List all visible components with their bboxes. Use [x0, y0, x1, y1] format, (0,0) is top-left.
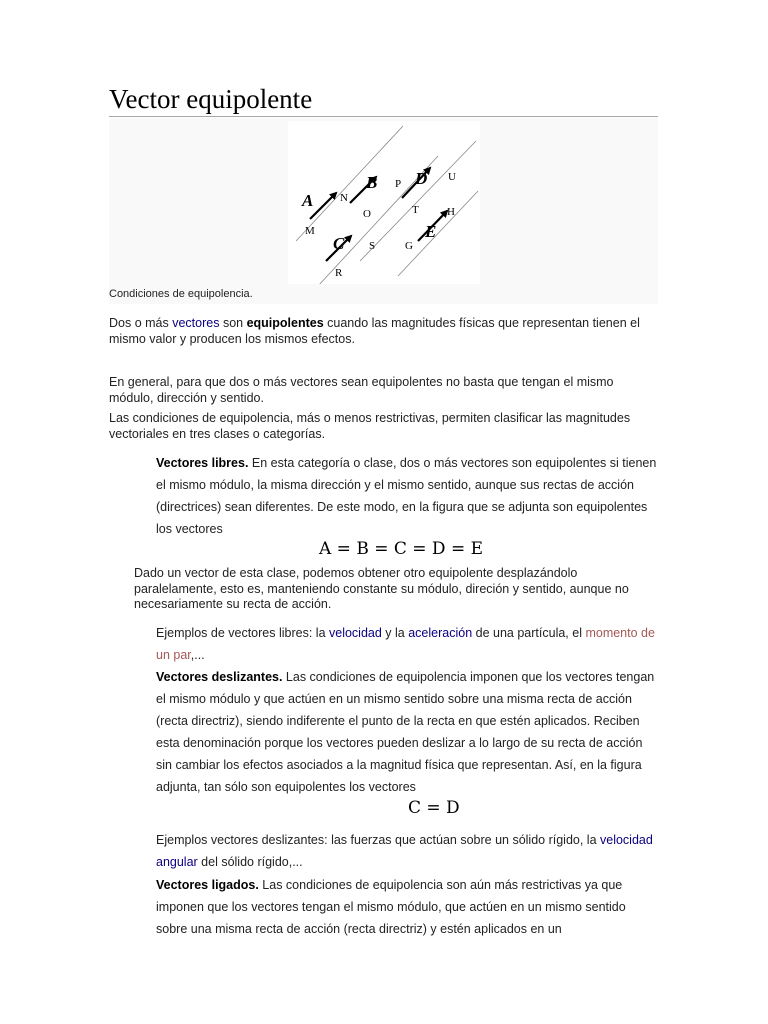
aceleracion-link[interactable]: aceleración	[408, 626, 473, 640]
vectores-libres-text: En esta categoría o clase, dos o más vectores son equipolentes si tienen el mismo módulo, la misma dirección y el mismo sentido, aunque sus rectas de acción (directrices) sean diferentes. De este modo, en la figura que se adjunta son equipolentes los vectores	[156, 456, 657, 536]
line-of-action-1	[296, 126, 403, 241]
vectores-ligados-heading: Vectores ligados.	[156, 878, 259, 892]
figure-caption: Condiciones de equipolencia.	[109, 288, 253, 300]
vectores-deslizantes-heading: Vectores deslizantes.	[156, 670, 283, 684]
label-U: U	[448, 171, 456, 183]
general-paragraph: En general, para que dos o más vectores sean equipolentes no basta que tengan el mismo módulo, dirección y sentido.	[109, 375, 614, 405]
label-T: T	[412, 204, 419, 216]
vectores-libres-paragraph	[156, 452, 658, 540]
vectores-deslizantes-paragraph	[156, 666, 658, 798]
intro-text-2: son	[219, 316, 247, 330]
libres-after-paragraph: Dado un vector de esta clase, podemos obtener otro equipolente desplazándolo paralelamente, esto es, manteniendo constante su módulo, direción y sentido, aunque no necesariamente su recta de acción.	[134, 566, 629, 611]
label-G: G	[405, 240, 413, 252]
label-H: H	[447, 206, 455, 218]
page-title: Vector equipolente	[109, 84, 313, 114]
momento-de-un-par-link[interactable]: momento de un par	[156, 626, 655, 662]
vectores-ligados-text: Las condiciones de equipolencia son aún más restrictivas ya que imponen que los vectores tengan el mismo módulo, que actúen en un mismo sentido sobre una misma recta de acción (recta directriz) y estén aplicados en un	[156, 878, 626, 936]
vectores-ligados-paragraph	[156, 874, 658, 940]
label-C: C	[333, 234, 345, 253]
label-E: E	[425, 222, 437, 241]
label-R: R	[335, 267, 343, 279]
label-A: A	[302, 191, 314, 210]
equipolentes-bold: equipolentes	[246, 316, 324, 330]
figure-box	[109, 118, 658, 304]
libres-examples-text-4: ,...	[190, 648, 205, 662]
libres-examples-text-2: y la	[381, 626, 409, 640]
line-of-action-4	[398, 191, 478, 276]
line-of-action-3	[360, 141, 476, 261]
libres-examples-text-1: Ejemplos de vectores libres: la	[156, 626, 329, 640]
deslizantes-examples-paragraph	[156, 829, 658, 873]
diagram-svg	[288, 121, 480, 284]
deslizantes-examples-text-1: Ejemplos vectores deslizantes: las fuerzas que actúan sobre un sólido rígido, la	[156, 833, 600, 847]
intro-text-3: cuando las magnitudes físicas que representan tienen el mismo valor y producen los mismos efectos.	[109, 316, 640, 346]
label-N: N	[340, 192, 348, 204]
equipolence-diagram	[288, 121, 480, 284]
label-B: B	[366, 173, 378, 192]
intro-text-1: Dos o más	[109, 316, 173, 330]
intro-paragraph	[109, 316, 658, 347]
label-P: P	[395, 178, 402, 190]
libres-examples-paragraph	[156, 622, 658, 666]
label-D: D	[415, 169, 428, 188]
formula-deslizantes: C = D	[408, 798, 460, 818]
label-S: S	[369, 240, 376, 252]
vectores-libres-heading: Vectores libres.	[156, 456, 249, 470]
label-O: O	[363, 208, 371, 220]
velocidad-link[interactable]: velocidad	[329, 626, 382, 640]
title-rule	[109, 116, 658, 117]
vectores-link[interactable]: vectores	[172, 316, 220, 330]
libres-examples-text-3: de una partícula, el	[472, 626, 586, 640]
velocidad-angular-link[interactable]: velocidad angular	[156, 833, 653, 869]
deslizantes-examples-text-2: del sólido rígido,...	[197, 855, 303, 869]
label-M: M	[305, 225, 315, 237]
formula-libres: A = B = C = D = E	[319, 539, 484, 559]
conditions-paragraph: Las condiciones de equipolencia, más o menos restrictivas, permiten clasificar las magnitudes vectoriales en tres clases o categorías.	[109, 411, 631, 441]
vector-A-arrow	[310, 193, 336, 219]
vectores-deslizantes-text: Las condiciones de equipolencia imponen que los vectores tengan el mismo módulo y que actúen en un mismo sentido sobre una misma recta de acción (recta directriz), siendo indiferente el punto de la recta en que estén aplicados. Reciben esta denominación porque los vectores pueden deslizar a lo largo de su recta de acción sin cambiar los efectos asociados a la magnitud física que representan. Así, en la figura adjunta, tan sólo son equipolentes los vectores	[156, 670, 655, 794]
